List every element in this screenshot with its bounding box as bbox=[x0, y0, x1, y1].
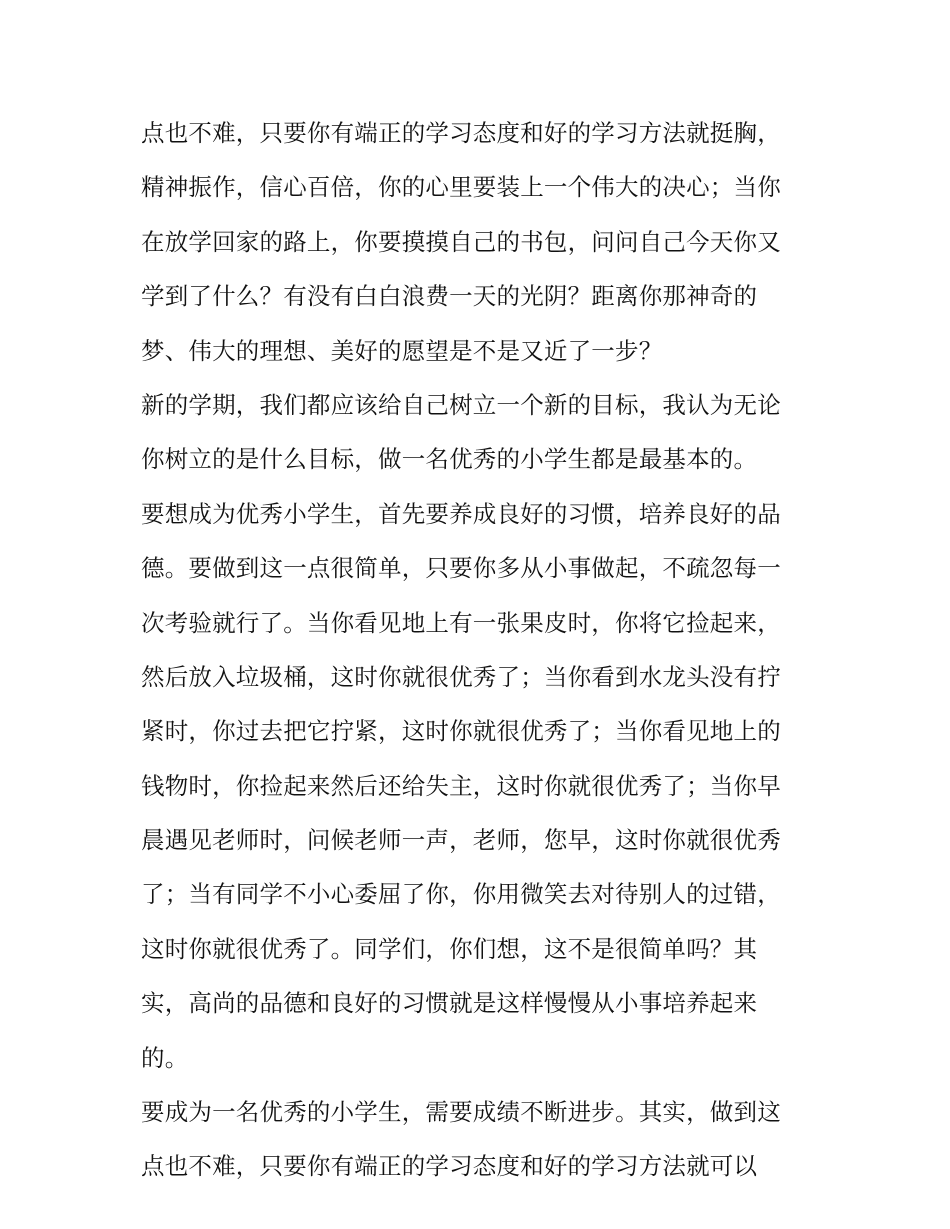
text-line: 实，高尚的品德和良好的习惯就是这样慢慢从小事培养起来 bbox=[141, 989, 758, 1018]
text-line: 紧时，你过去把它拧紧，这时你就很优秀了；当你看见地上的 bbox=[141, 717, 781, 746]
text-line: 点也不难，只要你有端正的学习态度和好的学习方法就可以 bbox=[141, 1152, 758, 1181]
text-line: 德。要做到这一点很简单，只要你多从小事做起，不疏忽每一 bbox=[141, 554, 781, 583]
text-line: 这时你就很优秀了。同学们，你们想，这不是很简单吗？其 bbox=[141, 934, 758, 963]
text-line: 然后放入垃圾桶，这时你就很优秀了；当你看到水龙头没有拧 bbox=[141, 662, 781, 691]
text-line: 新的学期，我们都应该给自己树立一个新的目标，我认为无论 bbox=[141, 390, 781, 419]
text-line: 钱物时，你捡起来然后还给失主，这时你就很优秀了；当你早 bbox=[141, 771, 781, 800]
text-line: 晨遇见老师时，问候老师一声，老师，您早，这时你就很优秀 bbox=[141, 826, 781, 855]
text-line: 在放学回家的路上，你要摸摸自己的书包，问问自己今天你又 bbox=[141, 227, 781, 256]
text-line: 精神振作，信心百倍，你的心里要装上一个伟大的决心；当你 bbox=[141, 173, 781, 202]
text-line: 梦、伟大的理想、美好的愿望是不是又近了一步？ bbox=[141, 336, 663, 365]
text-line: 要想成为优秀小学生，首先要养成良好的习惯，培养良好的品 bbox=[141, 499, 781, 528]
text-line: 你树立的是什么目标，做一名优秀的小学生都是最基本的。 bbox=[141, 445, 758, 474]
text-line: 次考验就行了。当你看见地上有一张果皮时，你将它捡起来， bbox=[141, 608, 781, 637]
text-line: 要成为一名优秀的小学生，需要成绩不断进步。其实，做到这 bbox=[141, 1098, 781, 1127]
text-line: 了；当有同学不小心委屈了你，你用微笑去对待别人的过错， bbox=[141, 880, 781, 909]
text-line: 的。 bbox=[141, 1043, 189, 1072]
document-body bbox=[141, 106, 831, 1194]
text-line: 点也不难，只要你有端正的学习态度和好的学习方法就挺胸， bbox=[141, 119, 781, 147]
text-line: 学到了什么？有没有白白浪费一天的光阴？距离你那神奇的 bbox=[141, 282, 758, 311]
